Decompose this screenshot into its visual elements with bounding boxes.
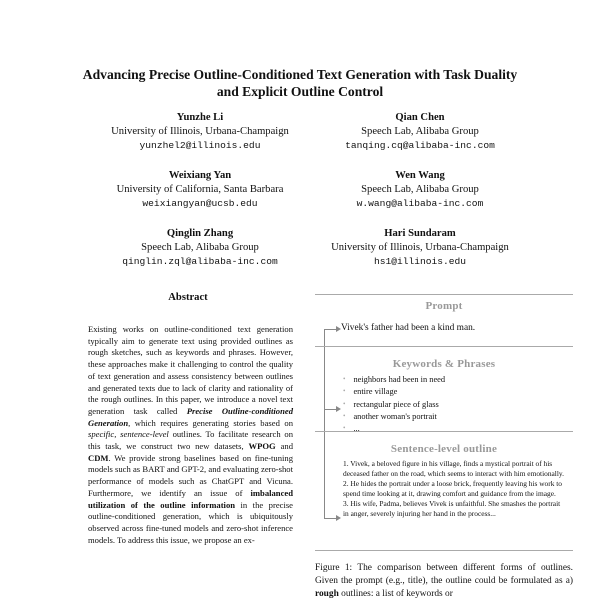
- abstract-text: ,: [114, 429, 121, 440]
- title-line-2: and Explicit Outline Control: [216, 84, 384, 99]
- abstract-heading: Abstract: [168, 292, 208, 303]
- outline-sentence: 2. He hides the portrait under a loose brick, frequently leaving his work to spend time looking at it, drawing comfort and guidance from the image.: [343, 479, 562, 498]
- sentence-outline-list: [343, 459, 565, 519]
- dataset-name: WPOG: [248, 441, 276, 452]
- author-affiliation: University of Illinois, Urbana-Champaign: [111, 126, 289, 137]
- figure-prompt-text: Vivek's father had been a kind man.: [341, 323, 476, 333]
- author-email: qinglin.zql@alibaba-inc.com: [122, 256, 278, 267]
- abstract-text: . We provide strong baselines based on fine-tuning models such as BART and GPT-2, and evaluating zero-shot performance of models such as ChatGPT and Vicuna. Furthermore, we identify an issue of: [88, 452, 293, 498]
- abstract-text: in the precise outline-conditioned generation, which is ubiquitously observed across fine-tuned models and zero-shot inference models. To address this issue, we propose an ex-: [88, 499, 293, 545]
- abstract-text: outlines. To facilitate research on this task, we construct two new datasets,: [88, 429, 294, 452]
- figure-arrow: [325, 518, 337, 519]
- author-affiliation: Speech Lab, Alibaba Group: [361, 184, 479, 195]
- figure-divider: [315, 294, 573, 295]
- abstract-emphasis: specific: [88, 429, 115, 440]
- keyword-item: • rectangular piece of glass: [343, 399, 445, 411]
- keyword-item: • entire village: [343, 386, 445, 398]
- figure-arrow: [325, 409, 337, 410]
- author-name: Weixiang Yan: [168, 170, 232, 181]
- figure-keywords-title: Keywords & Phrases: [392, 358, 496, 370]
- abstract-text: , which requires generating stories based on: [128, 417, 293, 428]
- author-name: Qinglin Zhang: [166, 228, 234, 239]
- abstract-issue: imbalanced utilization of the outline information: [88, 487, 293, 510]
- author-email: w.wang@alibaba-inc.com: [356, 198, 484, 209]
- abstract-paragraph: [88, 324, 293, 546]
- author-email: yunzhel2@illinois.edu: [139, 140, 261, 151]
- figure-sentence-title: Sentence-level outline: [390, 443, 498, 455]
- figure-prompt-title: Prompt: [425, 300, 463, 312]
- author-block: [285, 227, 555, 269]
- author-block: [285, 111, 555, 153]
- author-email: hs1@illinois.edu: [373, 256, 467, 267]
- abstract-task-name: Precise Outline-conditioned Generation: [88, 405, 293, 428]
- figure-1: [315, 292, 573, 554]
- dataset-name: CDM: [88, 452, 109, 463]
- keyword-item: • ...: [343, 423, 445, 435]
- author-name: Qian Chen: [395, 112, 445, 123]
- author-block: [285, 169, 555, 211]
- keyword-item: • another woman's portrait: [343, 411, 445, 423]
- author-name: Yunzhe Li: [176, 112, 224, 123]
- figure-divider: [315, 431, 573, 432]
- author-affiliation: Speech Lab, Alibaba Group: [361, 126, 479, 137]
- abstract-text: and: [275, 441, 294, 452]
- title-line-1: Advancing Precise Outline-Conditioned Text Generation with Task Duality: [82, 67, 518, 82]
- author-affiliation: University of Illinois, Urbana-Champaign: [331, 242, 509, 253]
- figure-arrow: [325, 329, 337, 330]
- author-affiliation: University of California, Santa Barbara: [116, 184, 284, 195]
- outline-sentence: 1. Vivek, a beloved figure in his village, finds a mystical portrait of his deceased father on the road, which seems to interact with him emotionally.: [343, 459, 564, 478]
- figure-caption: [315, 562, 573, 600]
- author-affiliation: Speech Lab, Alibaba Group: [141, 242, 259, 253]
- figure-divider: [315, 550, 573, 551]
- caption-text: outlines: a list of keywords or: [338, 589, 453, 599]
- abstract-emphasis: sentence-level: [120, 429, 169, 440]
- author-name: Hari Sundaram: [384, 228, 456, 239]
- author-name: Wen Wang: [395, 170, 445, 181]
- abstract-body: [88, 324, 293, 546]
- keyword-item: • neighbors had been in need: [343, 374, 445, 386]
- figure-divider: [315, 346, 573, 347]
- author-email: tanqing.cq@alibaba-inc.com: [345, 140, 495, 151]
- keywords-list: [343, 374, 445, 435]
- outline-sentence: 3. His wife, Padma, believes Vivek is unfaithful. She smashes the portrait in anger, severely injuring her hand in the process...: [343, 499, 561, 518]
- caption-emphasis: rough: [315, 589, 339, 599]
- caption-text: Figure 1: The comparison between different forms of outlines. Given the prompt (e.g., title), the outline could be formulated as a): [315, 563, 573, 586]
- paper-title: [30, 66, 570, 100]
- abstract-text: Existing works on outline-conditioned text generation typically aim to generate text using provided outlines as rough sketches, such as keywords and phrases. However, these approaches make it challenging to control the quality of text generation and assess consistency between outlines and generated texts due to lack of clarity and rationality of the rough outlines. In this paper, we introduce a novel text generation task called: [88, 324, 293, 416]
- author-email: weixiangyan@ucsb.edu: [142, 198, 258, 209]
